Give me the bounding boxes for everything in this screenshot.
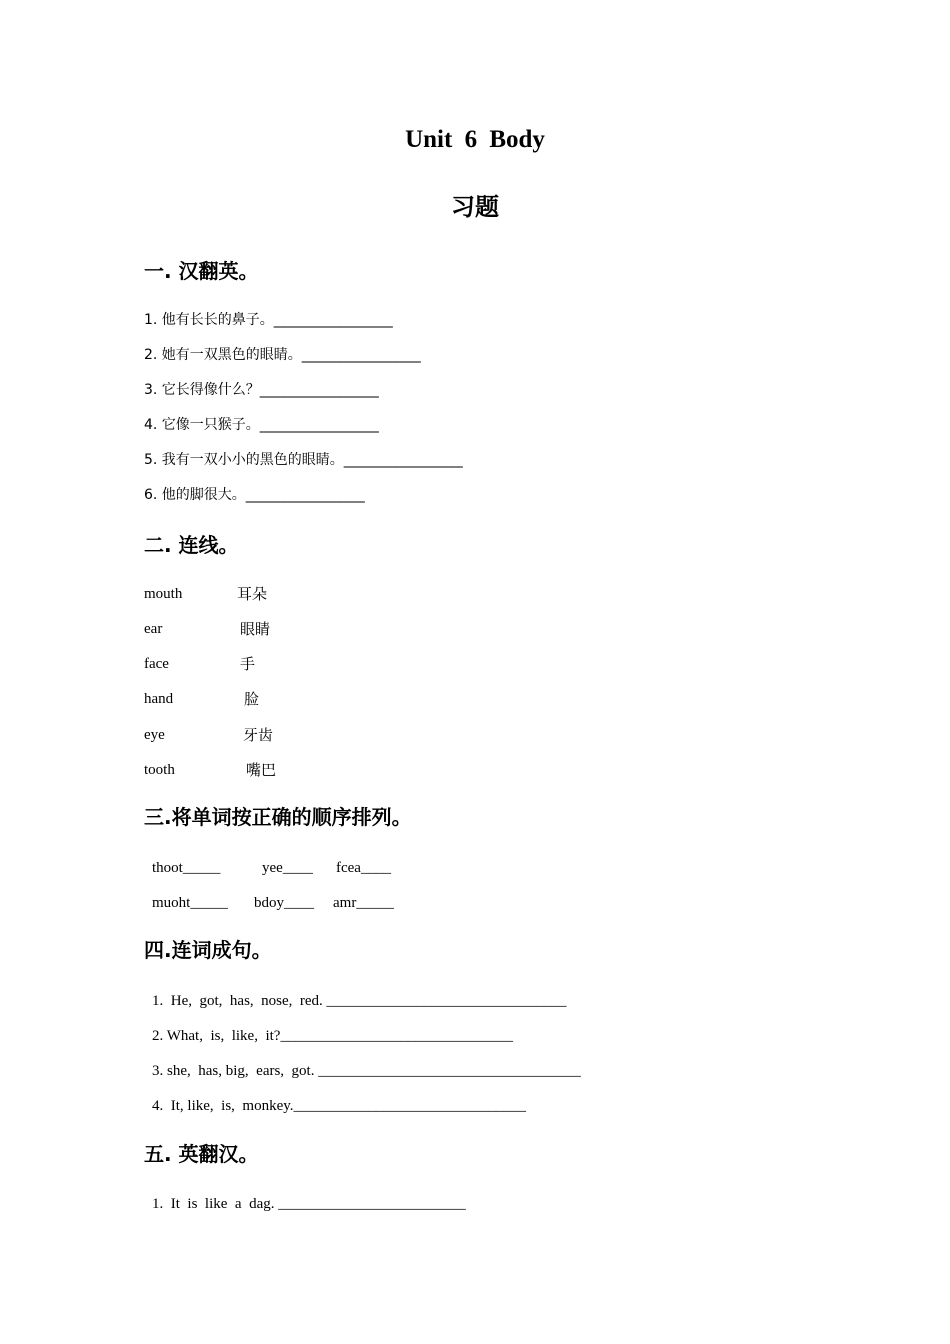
section1-item-3: 3. 它长得像什么？_________________ (144, 382, 379, 398)
scrambled-word: bdoy____ (254, 895, 314, 911)
scrambled-word: amr_____ (333, 895, 394, 911)
section5-heading: 五. 英翻汉。 (144, 1142, 259, 1166)
match-word-cn: 眼睛 (240, 620, 271, 638)
section1-item-5: 5. 我有一双小小的黑色的眼睛。_________________ (144, 452, 463, 468)
section3-heading: 三.将单词按正确的顺序排列。 (144, 805, 412, 829)
match-word-cn: 牙齿 (243, 726, 274, 744)
scrambled-word: thoot_____ (152, 860, 221, 876)
match-word-en: mouth (144, 586, 183, 602)
match-word-en: hand (144, 691, 174, 707)
match-word-en: ear (144, 621, 163, 637)
sentence-item-1: 1. He, got, has, nose, red. ________________________________ (152, 993, 567, 1009)
match-word-en: eye (144, 727, 165, 743)
scrambled-word: muoht_____ (152, 895, 228, 911)
translate-item-1: 1. It is like a dag. _________________________ (152, 1196, 466, 1212)
scrambled-word: fcea____ (336, 860, 391, 876)
sentence-item-3: 3. she, has, big, ears, got. ___________________________________ (152, 1063, 581, 1079)
sentence-item-4: 4. It, like, is, monkey._______________________________ (152, 1098, 527, 1114)
sentence-item-2: 2. What, is, like, it?_______________________________ (152, 1028, 513, 1044)
section1-item-6: 6. 他的脚很大。_________________ (144, 487, 365, 503)
page-subtitle: 习题 (451, 193, 499, 221)
match-word-cn: 嘴巴 (246, 761, 277, 779)
section4-heading: 四.连词成句。 (144, 938, 272, 962)
section1-heading: 一. 汉翻英。 (144, 259, 259, 283)
section1-item-4: 4. 它像一只猴子。_________________ (144, 417, 379, 433)
match-word-cn: 脸 (244, 690, 260, 708)
match-word-cn: 手 (240, 655, 256, 673)
section2-heading: 二. 连线。 (144, 533, 239, 557)
match-word-en: tooth (144, 762, 175, 778)
match-word-cn: 耳朵 (237, 585, 268, 603)
page-title: Unit 6 Body (405, 126, 545, 153)
section1-item-1: 1. 他有长长的鼻子。_________________ (144, 312, 393, 328)
scrambled-word: yee____ (262, 860, 313, 876)
match-word-en: face (144, 656, 169, 672)
section1-item-2: 2. 她有一双黑色的眼睛。_________________ (144, 347, 421, 363)
